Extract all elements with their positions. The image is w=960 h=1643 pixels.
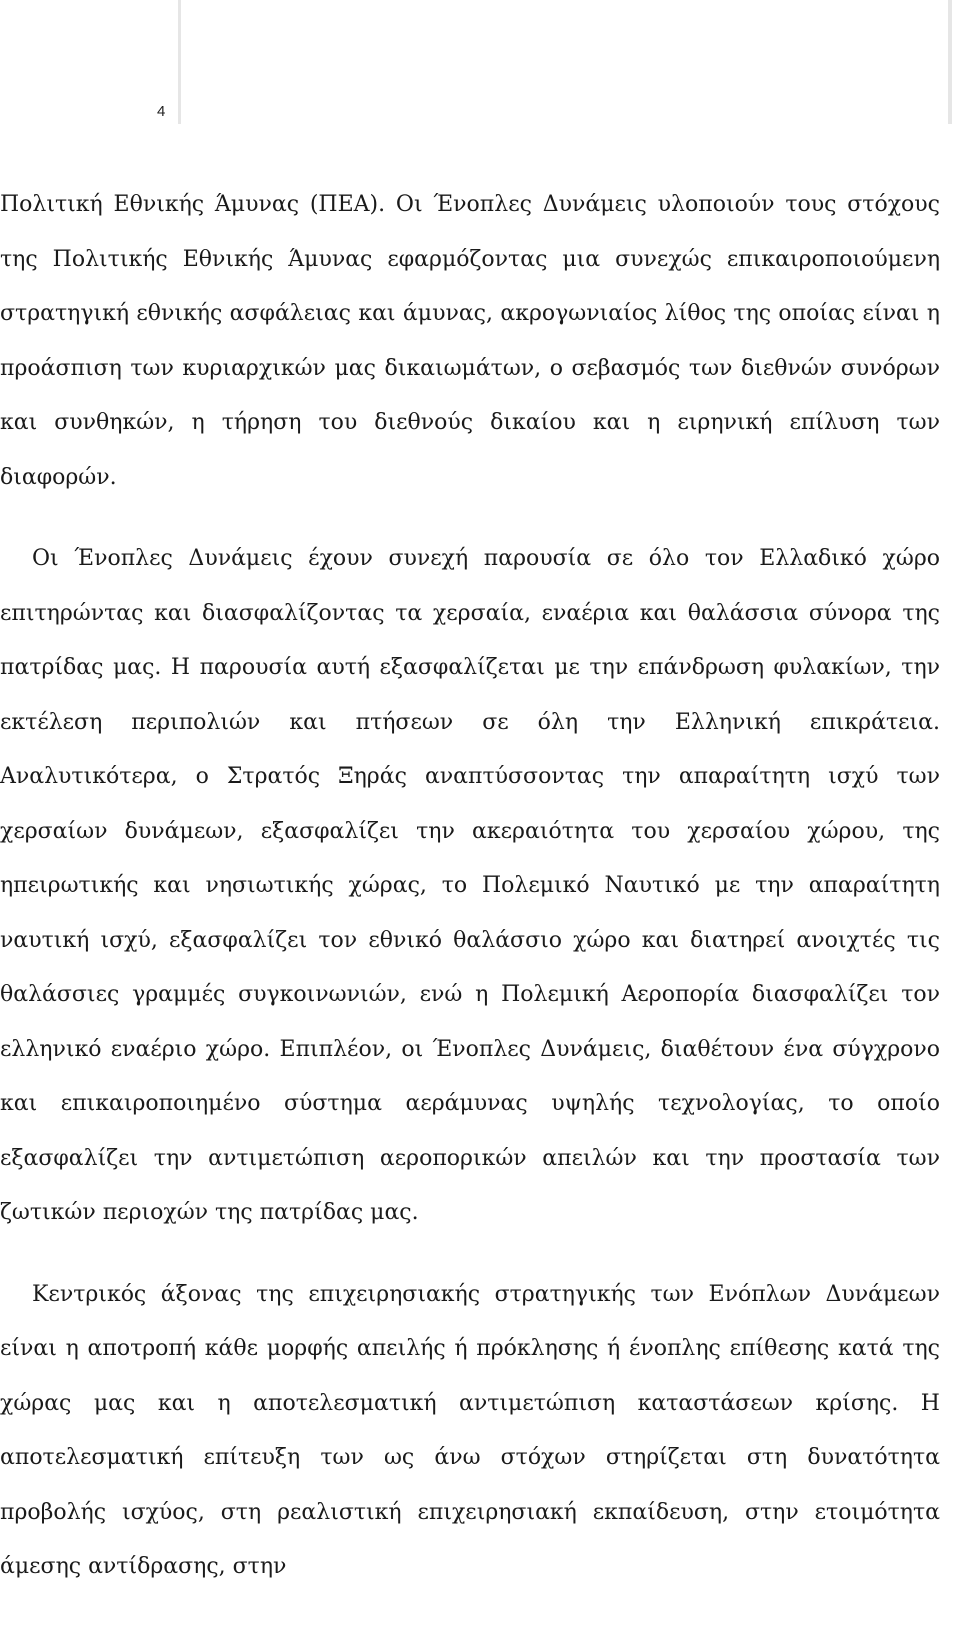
paragraph-3: Κεντρικός άξονας της επιχειρησιακής στρατηγικής των Ενόπλων Δυνάμεων είναι η αποτροπή κάθε μορφής απειλής ή πρόκλησης ή ένοπλης επίθεσης κατά της χώρας μας και η αποτελεσματική αντιμετώπιση καταστάσεων κρίσης. Η αποτελεσματική επίτευξη των ως άνω στόχων στηρίζεται στη δυνατότητα προβολής ισχύος, στη ρεαλιστική επιχειρησιακή εκπαίδευση, στην ετοιμότητα άμεσης αντίδρασης, στην <box>0 1281 940 1579</box>
paragraph-1: Πολιτική Εθνικής Άμυνας (ΠΕΑ). Οι Ένοπλες Δυνάμεις υλοποιούν τους στόχους της Πολιτικής Εθνικής Άμυνας εφαρμόζοντας μια συνεχώς επικαιροποιούμενη στρατηγική εθνικής ασφάλειας και άμυνας, ακρογωνιαίος λίθος της οποίας είναι η προάσπιση των κυριαρχικών μας δικαιωμάτων, ο σεβασμός των διεθνών συνόρων και συνθηκών, η τήρηση του διεθνούς δικαίου και η ειρηνική επίλυση των διαφορών. <box>0 192 940 490</box>
document-body <box>0 178 940 1595</box>
header-margin-rule-left <box>178 0 181 124</box>
page-number: 4 <box>157 103 166 120</box>
header-margin-rule-right <box>948 0 952 124</box>
paragraph-2: Οι Ένοπλες Δυνάμεις έχουν συνεχή παρουσία σε όλο τον Ελλαδικό χώρο επιτηρώντας και διασφαλίζοντας τα χερσαία, εναέρια και θαλάσσια σύνορα της πατρίδας μας. Η παρουσία αυτή εξασφαλίζεται με την επάνδρωση φυλακίων, την εκτέλεση περιπολιών και πτήσεων σε όλη την Ελληνική επικράτεια. Αναλυτικότερα, ο Στρατός Ξηράς αναπτύσσοντας την απαραίτητη ισχύ των χερσαίων δυνάμεων, εξασφαλίζει την ακεραιότητα του χερσαίου χώρου, της ηπειρωτικής και νησιωτικής χώρας, το Πολεμικό Ναυτικό με την απαραίτητη ναυτική ισχύ, εξασφαλίζει τον εθνικό θαλάσσιο χώρο και διατηρεί ανοιχτές τις θαλάσσιες γραμμές συγκοινωνιών, ενώ η Πολεμική Αεροπορία διασφαλίζει τον ελληνικό εναέριο χώρο. Επιπλέον, οι Ένοπλες Δυνάμεις, διαθέτουν ένα σύγχρονο και επικαιροποιημένο σύστημα αεράμυνας υψηλής τεχνολογίας, το οποίο εξασφαλίζει την αντιμετώπιση αεροπορικών απειλών και την προστασία των ζωτικών περιοχών της πατρίδας μας. <box>0 546 940 1225</box>
